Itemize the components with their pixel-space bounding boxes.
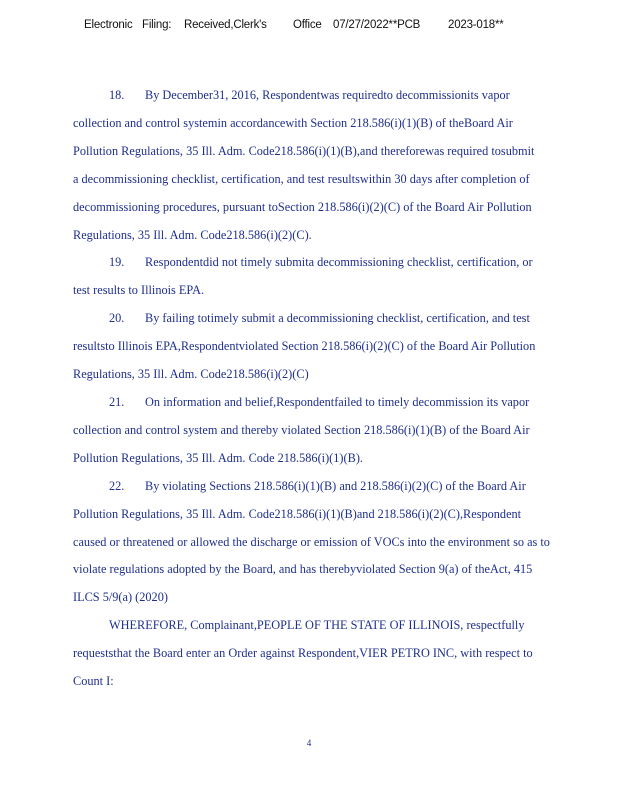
paragraph-22 (73, 473, 583, 613)
document-body (73, 82, 583, 696)
filing-stamp-part: Office (293, 19, 322, 31)
paragraph-line: violate regulations adopted by the Board, and has therebyviolated Section 9(a) of theAct, 415 (73, 562, 533, 577)
paragraph-line: collection and control systemin accordancewith Section 218.586(i)(1)(B) of theBoard Air (73, 115, 513, 130)
paragraph-line: Regulations, 35 Ill. Adm. Code218.586(i)(2)(C). (73, 227, 312, 242)
paragraph-line: collection and control system and thereby violated Section 218.586(i)(1)(B) of the Board Air (73, 422, 530, 437)
paragraph-line: Pollution Regulations, 35 Ill. Adm. Code 218.586(i)(1)(B). (73, 450, 363, 465)
page-number: 4 (306, 738, 312, 748)
paragraph-21 (73, 389, 583, 473)
paragraph-number: 18. (109, 88, 125, 102)
paragraph-line: caused or threatened or allowed the discharge or emission of VOCs into the environment so as to (73, 534, 550, 549)
paragraph-line: test results to Illinois EPA. (73, 283, 205, 298)
paragraph-line: Pollution Regulations, 35 Ill. Adm. Code218.586(i)(1)(B)and 218.586(i)(2)(C),Respondent (73, 506, 522, 521)
paragraph-line: Count I: (73, 674, 114, 689)
paragraph-line: resultsto Illinois EPA,Respondentviolated Section 218.586(i)(2)(C) of the Board Air Pollution (73, 339, 536, 354)
paragraph-19 (73, 249, 583, 305)
paragraph-line: Pollution Regulations, 35 Ill. Adm. Code218.586(i)(1)(B),and thereforewas required tosubmit (73, 143, 535, 158)
paragraph-number: 20. (109, 311, 125, 326)
paragraph-20 (73, 305, 583, 389)
paragraph-line: 19. Respondentdid not timely submita decommissioning checklist, certification, or (73, 249, 583, 277)
paragraph-line: ILCS 5/9(a) (2020) (73, 590, 168, 605)
filing-stamp-case-number: 2023-018** (448, 19, 504, 31)
filing-stamp-part: Received,Clerk's (184, 19, 267, 31)
paragraph-line: a decommissioning checklist, certification, and test resultswithin 30 days after completion of (73, 171, 530, 186)
paragraph-line: Regulations, 35 Ill. Adm. Code218.586(i)(2)(C) (73, 367, 309, 382)
paragraph-line: requeststhat the Board enter an Order against Respondent,VIER PETRO INC, with respect to (73, 646, 533, 661)
paragraph-line: 18. By December31, 2016, Respondentwas requiredto decommissionits vapor (73, 82, 583, 110)
paragraph-line: 20. By failing totimely submit a decommissioning checklist, certification, and test (73, 305, 583, 333)
paragraph-number: 21. (109, 394, 125, 409)
paragraph-line: decommissioning procedures, pursuant toSection 218.586(i)(2)(C) of the Board Air Pollution (73, 199, 532, 214)
filing-stamp-part: Electronic (84, 19, 133, 31)
paragraph-line: 21. On information and belief,Respondentfailed to timely decommission its vapor (73, 389, 583, 417)
filing-stamp-date: 07/27/2022**PCB (333, 19, 421, 31)
paragraph-18 (73, 82, 583, 249)
paragraph-line: 22. By violating Sections 218.586(i)(1)(B) and 218.586(i)(2)(C) of the Board Air (73, 473, 583, 501)
filing-stamp-header (84, 19, 504, 31)
wherefore-paragraph (73, 612, 583, 696)
filing-stamp-part: Filing: (142, 19, 172, 31)
paragraph-line: WHEREFORE, Complainant,PEOPLE OF THE STATE OF ILLINOIS, respectfully (109, 618, 525, 633)
paragraph-number: 19. (109, 255, 125, 270)
paragraph-number: 22. (109, 478, 125, 493)
